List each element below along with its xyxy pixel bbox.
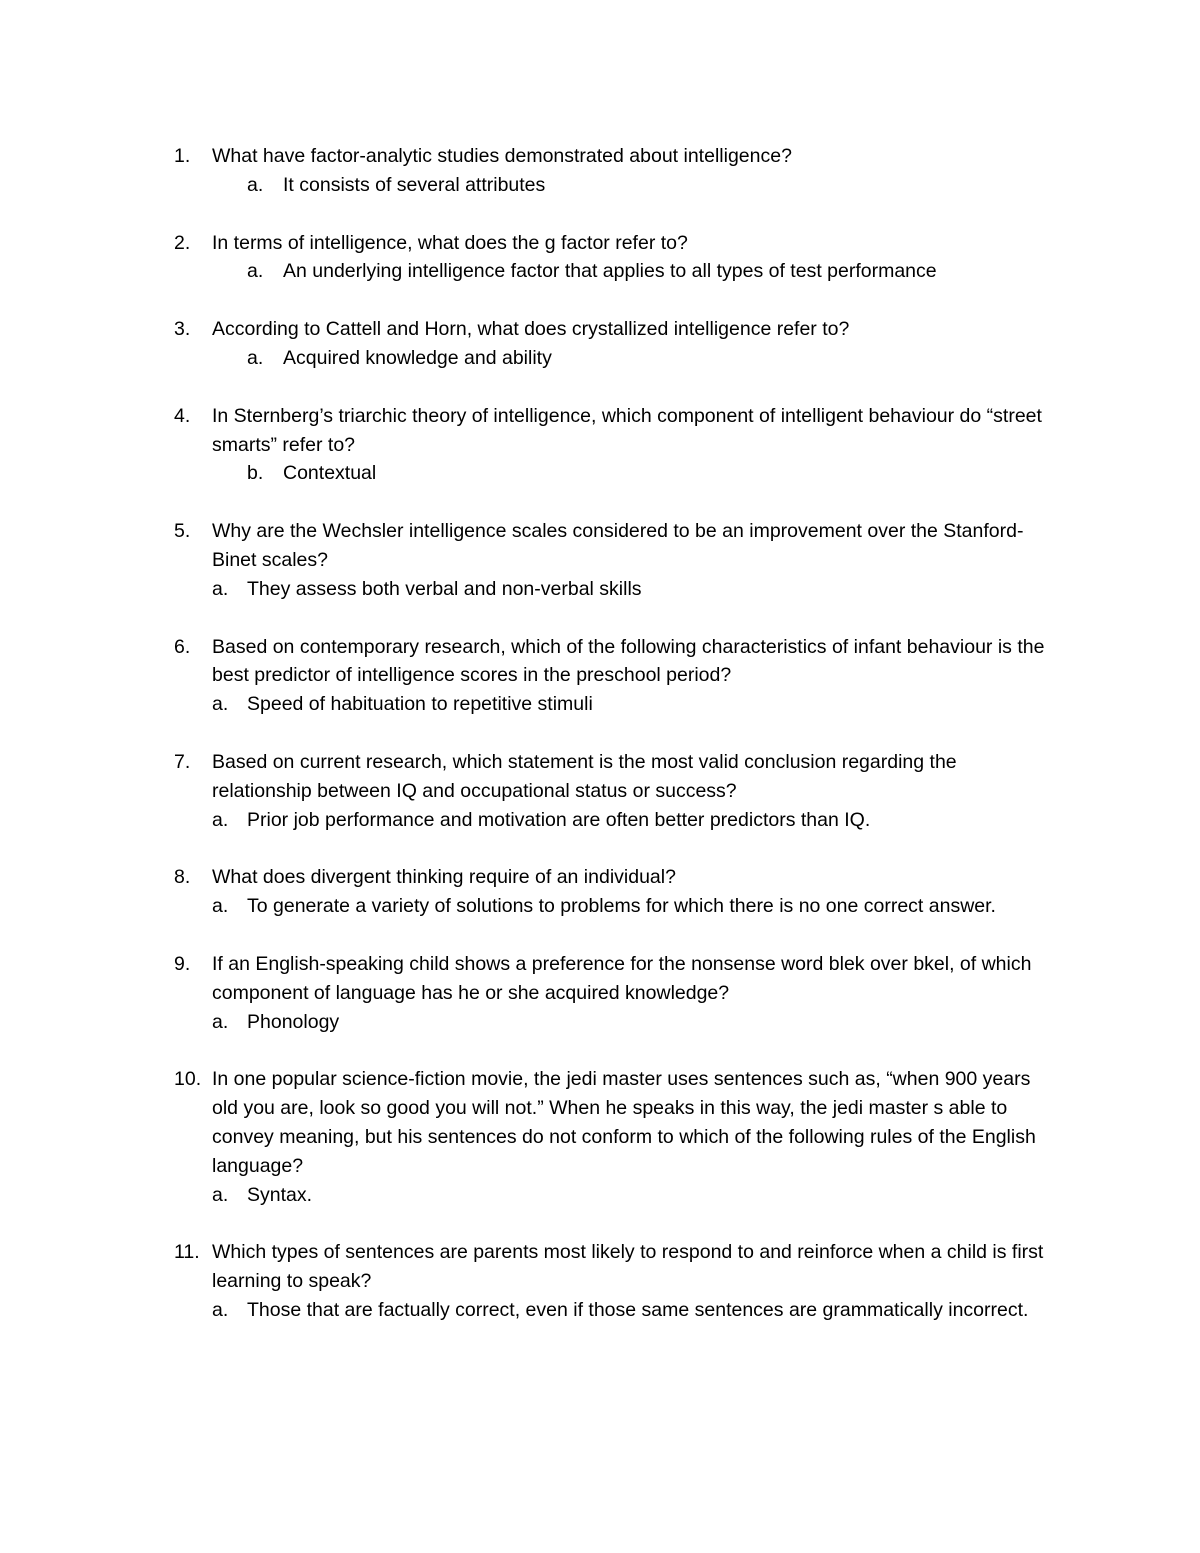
answer-text: Phonology [247, 1010, 340, 1033]
question-number: 11. [174, 1241, 200, 1264]
question-number: 8. [174, 866, 191, 889]
question-number: 5. [174, 520, 191, 543]
question-text: In terms of intelligence, what does the g factor refer to? [212, 231, 688, 254]
answer-letter: a. [247, 260, 264, 283]
question-line [0, 142, 1200, 171]
question-line [0, 1238, 1200, 1296]
question-number: 4. [174, 404, 191, 427]
answer-letter: a. [212, 1183, 229, 1206]
answer-text: Acquired knowledge and ability [283, 346, 552, 369]
question-item [0, 748, 1200, 834]
question-text: In Sternberg’s triarchic theory of intelligence, which component of intelligent behaviour do “street smarts” refer to? [212, 404, 1042, 456]
answer-text: Contextual [283, 462, 377, 485]
question-item [0, 633, 1200, 719]
question-number: 7. [174, 750, 191, 773]
question-list [0, 142, 1200, 1354]
answer-text: They assess both verbal and non-verbal skills [247, 577, 642, 600]
question-number: 6. [174, 635, 191, 658]
answer-line [0, 1181, 1200, 1210]
question-line [0, 315, 1200, 344]
answer-line [0, 257, 1200, 286]
question-item [0, 229, 1200, 287]
answer-letter: a. [212, 1298, 229, 1321]
question-text: If an English-speaking child shows a preference for the nonsense word blek over bkel, of which component of language has he or she acquired knowledge? [212, 952, 1032, 1004]
answer-text: Those that are factually correct, even if those same sentences are grammatically incorrect. [247, 1298, 1029, 1321]
answer-text: Speed of habituation to repetitive stimuli [247, 693, 593, 716]
question-line [0, 1065, 1200, 1180]
question-item [0, 142, 1200, 200]
question-item [0, 950, 1200, 1036]
answer-letter: a. [212, 1010, 229, 1033]
question-text: Based on current research, which statement is the most valid conclusion regarding the relationship between IQ and occupational status or success? [212, 750, 957, 802]
question-number: 2. [174, 231, 191, 254]
question-line [0, 748, 1200, 806]
answer-letter: a. [212, 808, 229, 831]
question-text: What does divergent thinking require of an individual? [212, 866, 676, 889]
answer-text: An underlying intelligence factor that applies to all types of test performance [283, 260, 937, 283]
answer-line [0, 459, 1200, 488]
question-text: According to Cattell and Horn, what does crystallized intelligence refer to? [212, 318, 850, 341]
question-text: Based on contemporary research, which of the following characteristics of infant behaviour is the best predictor of intelligence scores in the preschool period? [212, 635, 1045, 687]
question-line [0, 229, 1200, 258]
question-item [0, 402, 1200, 488]
question-text: What have factor-analytic studies demonstrated about intelligence? [212, 145, 792, 167]
answer-line [0, 1008, 1200, 1037]
answer-line [0, 1296, 1200, 1325]
question-line [0, 402, 1200, 460]
answer-line [0, 171, 1200, 200]
answer-line [0, 575, 1200, 604]
question-text: Which types of sentences are parents most likely to respond to and reinforce when a child is first learning to speak? [212, 1241, 1044, 1293]
question-line [0, 517, 1200, 575]
question-item [0, 517, 1200, 603]
answer-letter: a. [212, 693, 229, 716]
question-number: 10. [174, 1068, 202, 1091]
answer-text: Prior job performance and motivation are often better predictors than IQ. [247, 808, 871, 831]
question-item [0, 863, 1200, 921]
answer-letter: a. [212, 895, 229, 918]
answer-line [0, 892, 1200, 921]
answer-text: It consists of several attributes [283, 173, 546, 196]
answer-letter: b. [247, 462, 264, 485]
question-line [0, 863, 1200, 892]
answer-letter: a. [247, 173, 264, 196]
answer-text: To generate a variety of solutions to problems for which there is no one correct answer. [247, 895, 996, 918]
answer-line [0, 690, 1200, 719]
question-number: 1. [174, 145, 191, 167]
answer-letter: a. [247, 346, 264, 369]
question-item [0, 1238, 1200, 1324]
question-number: 9. [174, 952, 191, 975]
answer-letter: a. [212, 577, 229, 600]
answer-text: Syntax. [247, 1183, 313, 1206]
question-number: 3. [174, 318, 191, 341]
question-text: Why are the Wechsler intelligence scales considered to be an improvement over the Stanford-Binet scales? [212, 520, 1024, 571]
question-text: In one popular science-fiction movie, the jedi master uses sentences such as, “when 900 years old you are, look so good you will not.” When he speaks in this way, the jedi master s able to convey meaning, but his sentences do not conform to which of the following rules of the English language? [212, 1068, 1036, 1177]
question-line [0, 950, 1200, 1008]
question-item [0, 315, 1200, 373]
question-item [0, 1065, 1200, 1209]
answer-line [0, 806, 1200, 835]
question-line [0, 633, 1200, 691]
answer-line [0, 344, 1200, 373]
